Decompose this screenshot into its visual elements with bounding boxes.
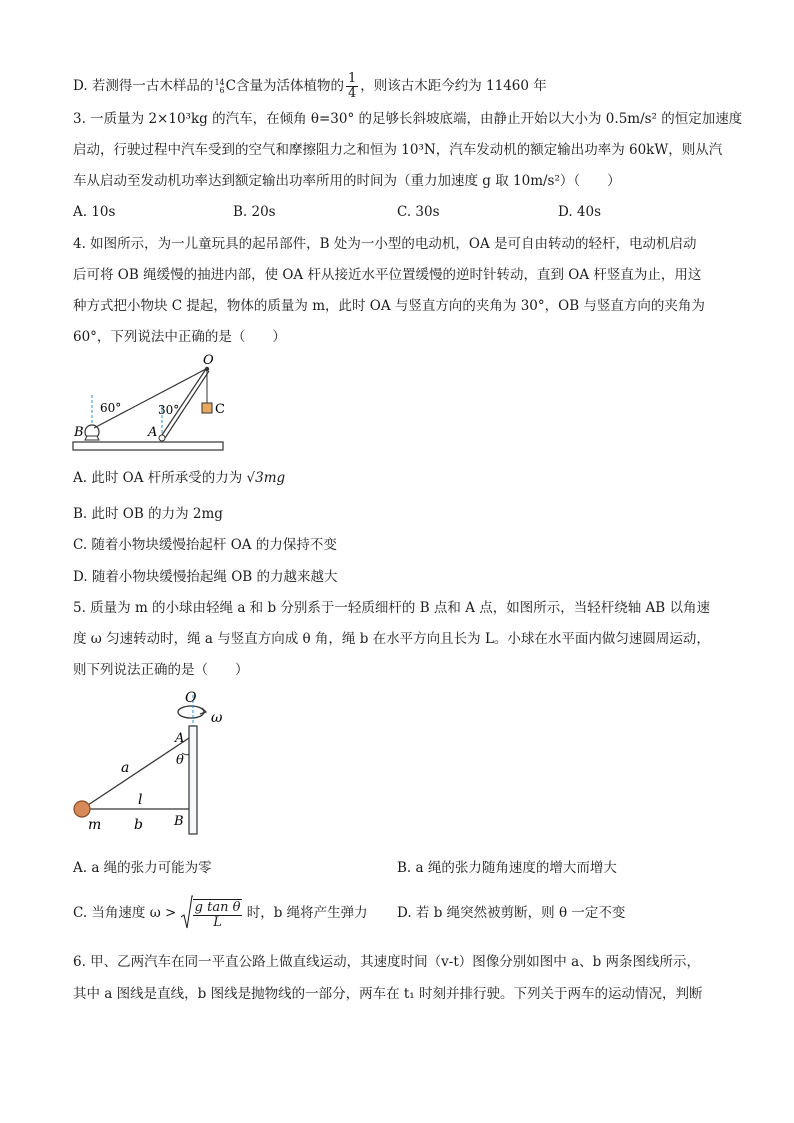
q4-line-4: 60°，下列说法中正确的是（ ） [73, 329, 286, 345]
q4-line-2: 后可将 OB 绳缓慢的抽进内部，使 OA 杆从接近水平位置缓慢的逆时针转动，直到 OA 杆竖直为止，用这 [73, 267, 702, 283]
ball-m [74, 801, 90, 817]
isotope-element: C [225, 78, 236, 94]
q3-option-b: B. 20s [233, 204, 276, 220]
q2-option-d-mid: 含量为活体植物的 [235, 78, 344, 94]
q5-line-1: 5. 质量为 m 的小球由轻绳 a 和 b 分别系于一轻质细杆的 B 点和 A 点，如图所示，当轻杆绕轴 AB 以角速 [73, 600, 710, 616]
q6-line-2: 其中 a 图线是直线，b 图线是抛物线的一部分，两车在 t₁ 时刻并排行驶。下列关于两车的运动情况，判断 [73, 986, 703, 1002]
q5-option-d: D. 若 b 绳突然被剪断，则 θ 一定不变 [397, 905, 626, 921]
ground-plate [73, 442, 223, 450]
label-B: B [74, 425, 84, 440]
label-C: C [215, 402, 225, 417]
q4-option-a: A. 此时 OA 杆所承受的力为 √3mg [73, 470, 286, 486]
block-C [202, 403, 212, 413]
label-a: a [121, 760, 130, 776]
q2-option-d [73, 72, 547, 101]
label-B: B [174, 814, 184, 829]
q4-option-a-value: √3mg [246, 470, 286, 486]
label-O: O [203, 353, 214, 368]
label-m: m [88, 817, 102, 833]
q6-line-1: 6. 甲、乙两汽车在同一平直公路上做直线运动，其速度时间（v-t）图像分别如图中 a、b 两条图线所示， [73, 954, 701, 970]
q5-option-a: A. a 绳的张力可能为零 [73, 860, 212, 876]
q4-option-d: D. 随着小物块缓慢抬起绳 OB 的力越来越大 [73, 569, 338, 585]
q3-option-c: C. 30s [397, 204, 440, 220]
q4-line-1: 4. 如图所示，为一儿童玩具的起吊部件，B 处为一小型的电动机，OA 是可自由转动的轻杆，电动机启动 [73, 236, 697, 252]
label-theta: θ [176, 753, 184, 768]
isotope-notation: 14 6 [214, 77, 225, 95]
q2-option-d-lead: D. 若测得一古木样品的 [73, 78, 214, 94]
label-A: A [175, 731, 185, 746]
label-omega: ω [211, 710, 223, 726]
q5-figure [68, 690, 238, 840]
q5-option-c: C. 当角速度 ω > $\frac{\text{g tan θ}}{L}$ 时，b 绳将产生弹力 [73, 896, 368, 931]
label-l: l [138, 792, 143, 808]
q3-option-d: D. 40s [558, 204, 602, 220]
rope-OB [94, 369, 206, 428]
angle-60: 60° [100, 401, 122, 415]
sqrt-denominator: L [213, 914, 222, 930]
fraction-quarter: $\frac{1}{4}$ [347, 71, 357, 101]
label-O: O [185, 690, 197, 706]
q4-option-b: B. 此时 OB 的力为 2mg [73, 506, 223, 522]
q3-line-3: 车从启动至发动机功率达到额定输出功率所用的时间为（重力加速度 g 取 10m/s²）（ ） [73, 173, 621, 189]
q3-option-a: A. 10s [73, 204, 116, 220]
label-b: b [134, 817, 143, 833]
angle-30: 30° [158, 403, 180, 417]
sqrt-numerator: g tan θ [194, 899, 241, 915]
q4-option-c: C. 随着小物块缓慢抬起杆 OA 的力保持不变 [73, 537, 337, 553]
q3-line-1: 3. 一质量为 2×10³kg 的汽车，在倾角 θ=30° 的足够长斜坡底端，由静止开始以大小为 0.5m/s² 的恒定加速度 [73, 111, 743, 127]
q5-line-3: 则下列说法正确的是（ ） [73, 662, 249, 678]
rope-a [82, 738, 189, 809]
q3-line-2: 启动，行驶过程中汽车受到的空气和摩擦阻力之和恒为 10³N，汽车发动机的额定输出功率为 60kW，则从汽 [73, 142, 723, 158]
label-A: A [148, 425, 158, 440]
q2-option-d-tail: ，则该古木距今约为 11460 年 [360, 78, 547, 94]
rod [189, 726, 197, 834]
q5-option-b: B. a 绳的张力随角速度的增大而增大 [397, 860, 617, 876]
q4-line-3: 种方式把小物块 C 提起，物体的质量为 m，此时 OA 与竖直方向的夹角为 30°，OB 与竖直方向的夹角为 [73, 298, 705, 314]
q5-line-2: 度 ω 匀速转动时，绳 a 与竖直方向成 θ 角，绳 b 在水平方向且长为 L。小球在水平面内做匀速圆周运动， [73, 631, 710, 647]
q4-figure [70, 350, 230, 455]
